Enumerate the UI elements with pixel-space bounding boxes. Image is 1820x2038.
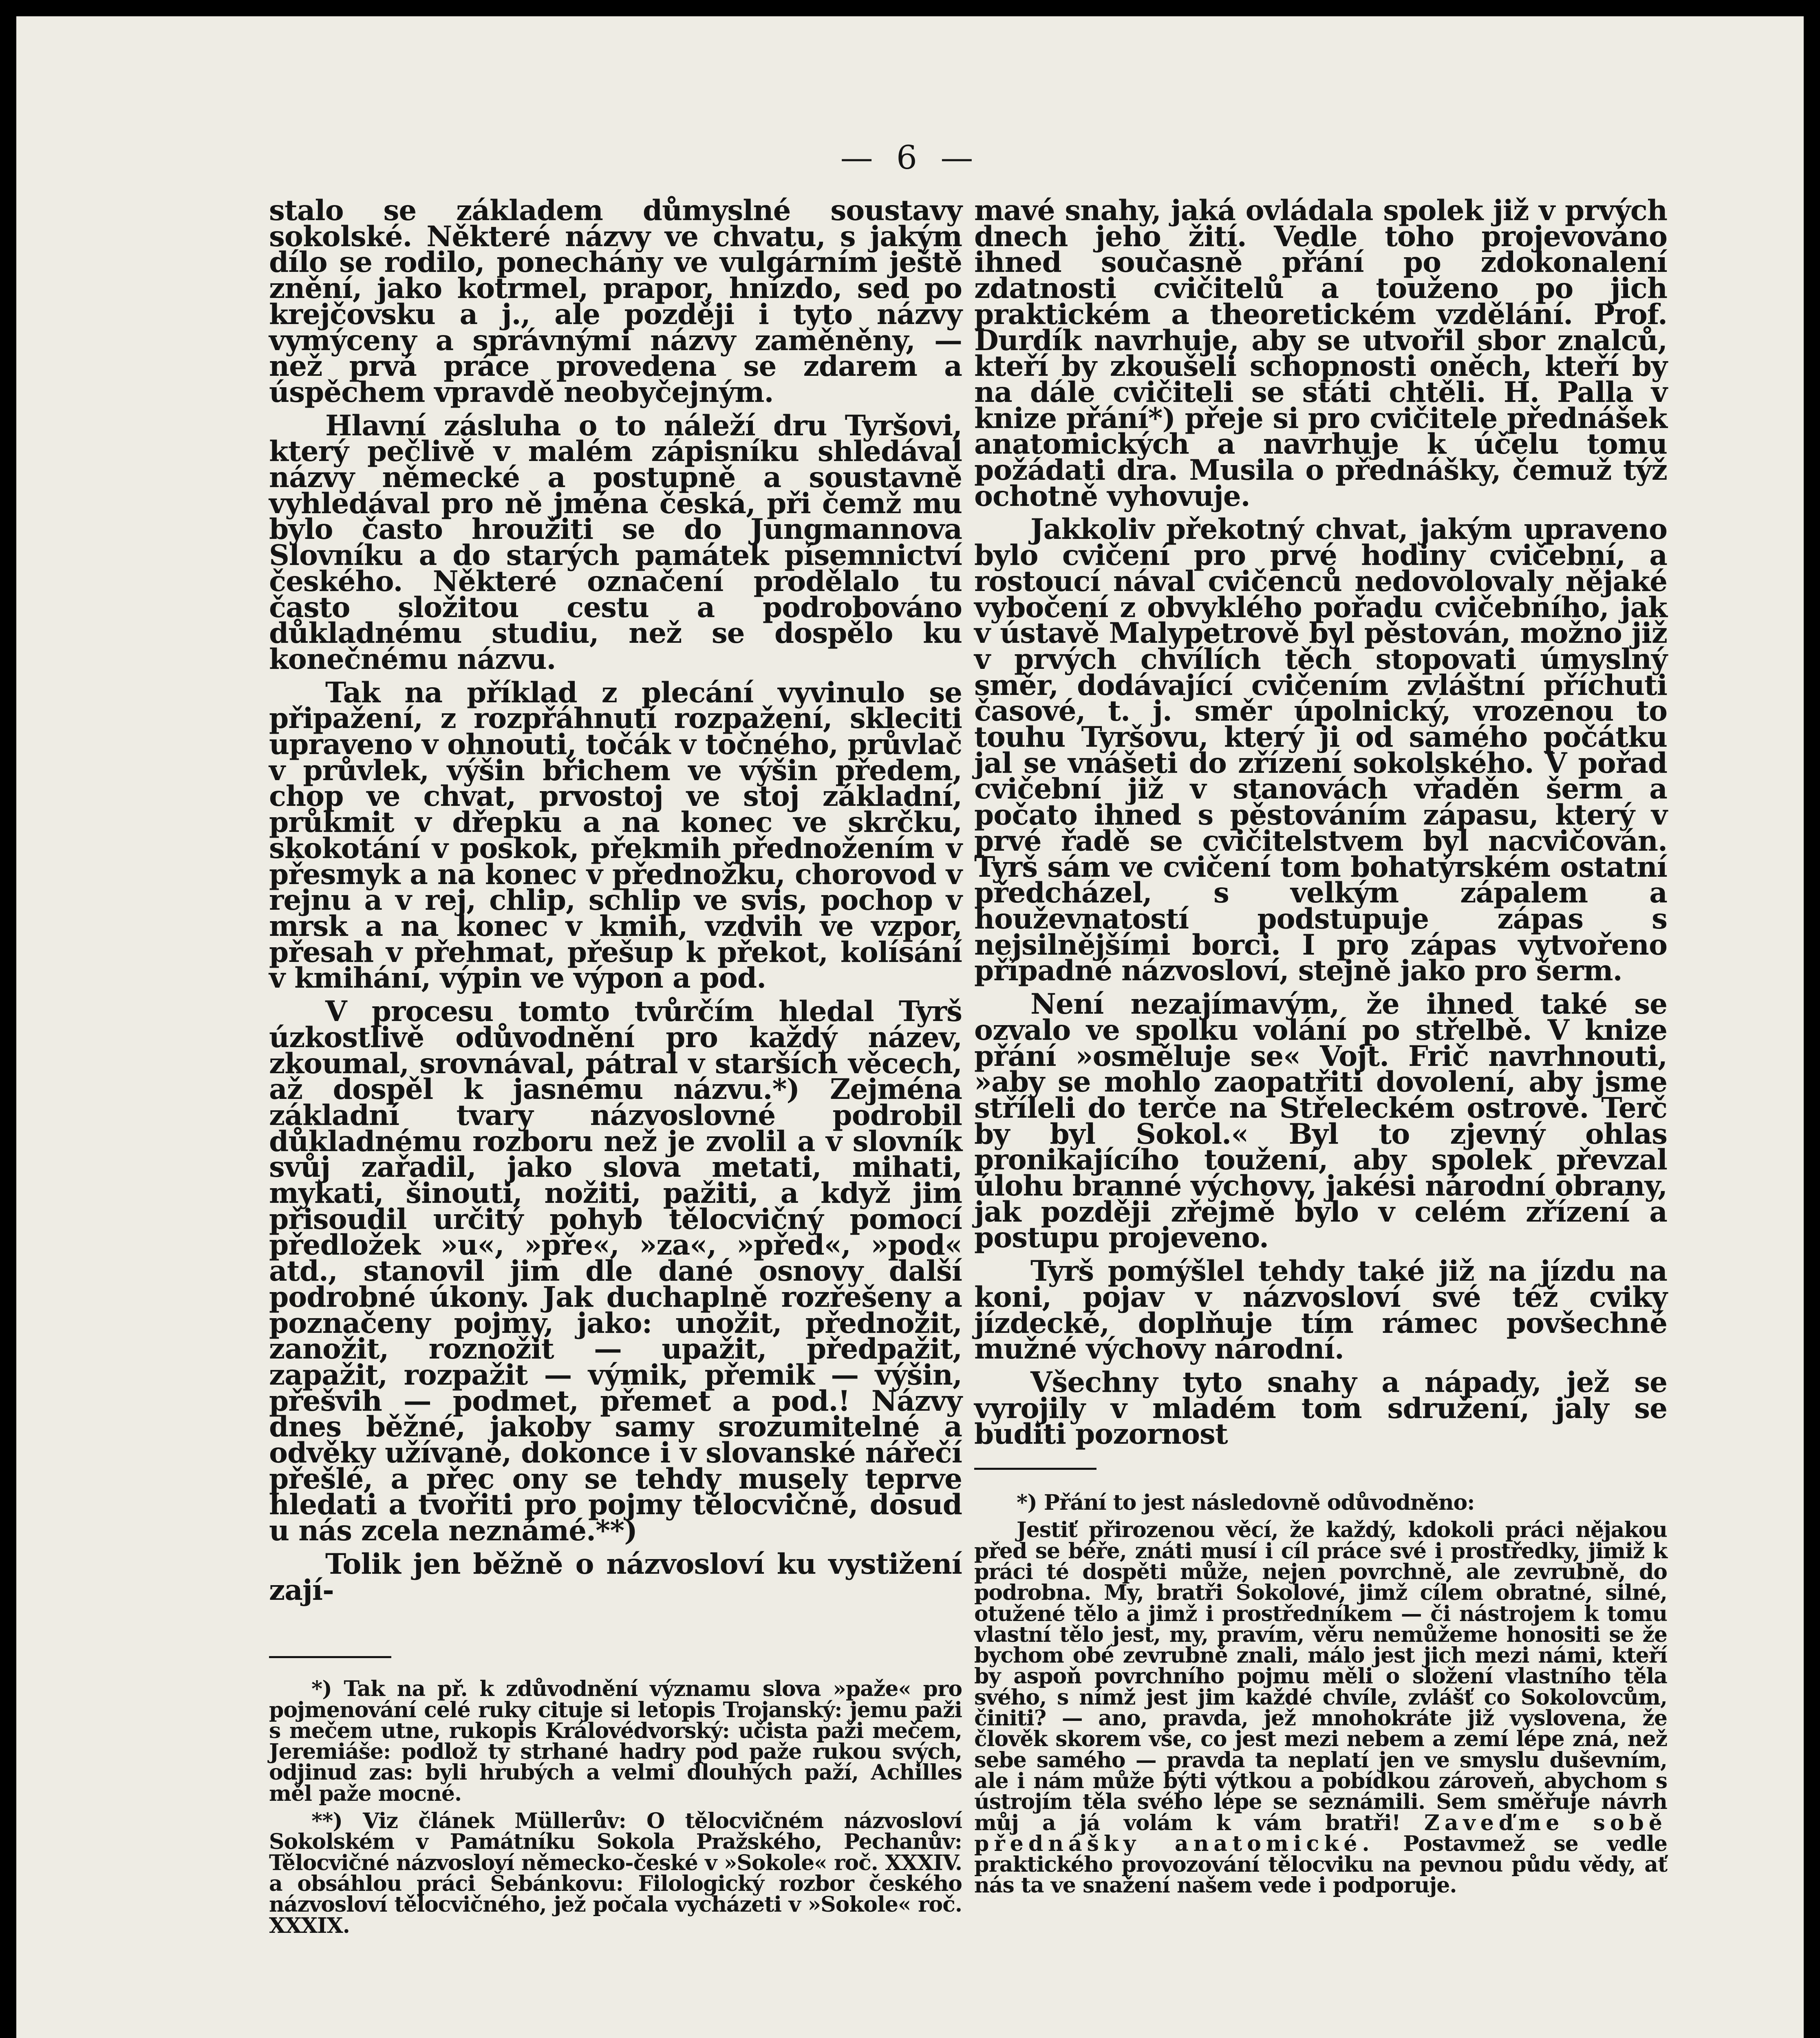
page-number: — 6 —	[840, 139, 980, 176]
paragraph: Všechny tyto snahy a nápady, jež se vyrojily v mladém tom sdružení, jaly se buditi pozornost	[974, 1365, 1667, 1451]
paragraph: Tolik jen běžně o názvosloví ku vystižení zají-	[269, 1547, 962, 1607]
paragraph: stalo se základem důmyslné soustavy sokolské. Některé názvy ve chvatu, s jakým dílo se rodilo, ponechány ve vulgárním ještě znění, jako kotrmel, prapor, hnízdo, sed po krejčovsku a j., ale později i tyto názvy vymýceny a správnými názvy zaměněny, — než prvá práce provedena se zdarem a úspěchem vpravdě neobyčejným.	[269, 194, 962, 409]
footnote-text: Postavmež se vedle praktického provozování tělocviku na pevnou půdu vědy, ať nás ta ve snažení našem vede i podporuje.	[974, 1831, 1668, 1898]
right-body-text	[974, 194, 1667, 1451]
paragraph: Není nezajímavým, že ihned také se ozvalo ve spolku volání po střelbě. V knize přání »osměluje se« Vojt. Frič navrhnouti, »aby se mohlo zaopatřiti dovolení, aby jsme stříleli do terče na Střeleckém ostrově. Terč by byl Sokol.« Byl to zjevný ohlas pronikajícího toužení, aby spolek převzal úlohu branné výchovy, jakési národní obrany, jak později zřejmě bylo v celém zřízení a postupu projeveno.	[974, 988, 1667, 1255]
footnote-body	[974, 1517, 1668, 1898]
paragraph: Jakkoliv překotný chvat, jakým upraveno bylo cvičení pro prvé hodiny cvičební, a rostoucí nával cvičenců nedovolovaly nějaké vybočení z obvyklého pořadu cvičebního, jak v ústavě Malypetrově byl pěstován, možno již v prvých chvílích těch stopovati úmyslný směr, dodávající cvičením zvláštní příchuti časové, t. j. směr úpolnický, vrozenou to touhu Tyršovu, který ji od samého počátku jal se vnášeti do zřízení sokolského. V pořad cvičební již v stanovách vřaděn šerm a počato ihned s pěstováním zápasu, který v prvé řadě se cvičitelstvem byl nacvičován. Tyrš sám ve cvičení tom bohatýrském ostatní předcházel, s velkým zápalem a houževnatostí podstupuje zápas s nejsilnějšími borci. I pro zápas vytvořeno případné názvosloví, stejně jako pro šerm.	[974, 513, 1667, 988]
footnote: *) Tak na př. k zdůvodnění významu slova »paže« pro pojmenování celé ruky cituje si letopis Trojanský: jemu paži s mečem utne, rukopis Královédvorský: učista paži mečem, Jeremiáše: podlož ty strhané hadry pod paže rukou svých, odjinud zas: byli hrubých a velmi dlouhých paží, Achilles měl paže mocné.	[269, 1676, 962, 1806]
right-column	[974, 194, 1668, 1898]
left-footnotes	[269, 1678, 962, 1936]
footnote: **) Viz článek Müllerův: O tělocvičném názvosloví Sokolském v Památníku Sokola Pražského, Pechanův: Tělocvičné názvosloví německo-české v »Sokole« roč. XXXIV. a obsáhlou práci Šebánkovu: Filologický rozbor českého názvosloví tělocvičného, jež počala vycházeti v »Sokole« roč. XXXIX.	[269, 1809, 962, 1938]
paragraph: Hlavní zásluha o to náleží dru Tyršovi, který pečlivě v malém zápisníku shledával názvy německé a postupně a soustavně vyhledával pro ně jména česká, při čemž mu bylo často hroužiti se do Jungmannova Slovníku a do starých památek písemnictví českého. Některé označení prodělalo tu často složitou cestu a podrobováno důkladnému studiu, než se dospělo ku konečnému názvu.	[269, 409, 962, 676]
left-body-text	[269, 194, 962, 1607]
paragraph: V procesu tomto tvůrčím hledal Tyrš úzkostlivě odůvodnění pro každý název, zkoumal, srovnával, pátral v starších věcech, až dospěl k jasnému názvu.*) Zejména základní tvary názvoslovné podrobil důkladnému rozboru než je zvolil a v slovník svůj zařadil, jako slova metati, mihati, mykati, šinouti, nožiti, pažiti, a když jim přisoudil určitý pohyb tělocvičný pomocí předložek »u«, »pře«, »za«, »před«, »pod« atd., stanovil jim dle dané osnovy další podrobné úkony. Jak duchaplně rozřešeny a poznačeny pojmy, jako: unožit, přednožit, zanožit, roznožit — upažit, předpažit, zapažit, rozpažit — výmik, přemik — výšin, přešvih — podmet, přemet a pod.! Názvy dnes běžné, jakoby samy srozumitelné a odvěky užívané, dokonce i v slovanské nářečí přešlé, a přec ony se tehdy musely teprve hledati a tvořiti pro pojmy tělocvičné, dosud u nás zcela neznámé.**)	[269, 995, 962, 1548]
footnote-emphasis: Zaveďme sobě přednášky anatomické.	[974, 1810, 1667, 1856]
page-sheet	[16, 16, 1804, 2038]
left-column	[269, 194, 962, 1938]
footnote-text: Jestiť přirozenou věcí, že každý, kdokoli práci nějakou před se béře, znáti musí i cíl práce své i prostředky, jimiž k práci té dospěti může, nejen povrchně, ale zevrubně, do podrobna. My, bratři Sokolové, jimž cílem obratné, silné, otužené tělo a jimž i prostředníkem — či nástrojem k tomu vlastní tělo jest, my, pravím, věru nemůžeme honositi se že bychom obé zevrubně znali, málo jest jich mezi námi, kteří by aspoň povrchního pojmu měli o složení vlastního těla svého, s nímž jest jim každé chvíle, zvlášť co Sokolovcům, činiti? — ano, pravda, jež mnohokráte již vyslovena, že člověk skorem vše, co jest mezi nebem a zemí lépe zná, než sebe samého — pravda ta neplatí jen ve smyslu duševním, ale i nám může býti výtkou a pobídkou zároveň, abychom s ústrojím těla svého lépe se seznámili. Sem směřuje návrh můj a já volám k vám bratři!	[974, 1517, 1667, 1835]
footnote-lead: *) Přání to jest následovně odůvodněno:	[1017, 1490, 1475, 1515]
paragraph: Tak na příklad z plecání vyvinulo se připažení, z rozpřáhnutí rozpažení, skleciti upraveno v ohnouti, točák v točného, průvlač v průvlek, výšin břichem ve výšin předem, chop ve chvat, prvostoj ve stoj základní, průkmit v dřepku a na konec ve skrčku, skokotání v poskok, překmih přednožením v přesmyk a na konec v přednožku, chorovod v rejnu a v rej, chlip, schlip ve svis, pochop v mrsk a na konec v kmih, vzdvih ve vzpor, přesah v přehmat, přešup k překot, kolísání v kmihání, výpin ve výpon a pod.	[269, 676, 962, 995]
paragraph: Tyrš pomýšlel tehdy také již na jízdu na koni, pojav v názvosloví své též cviky jízdecké, doplňuje tím rámec povšechné mužné výchovy národní.	[974, 1255, 1667, 1366]
footnote-divider	[974, 1468, 1096, 1470]
footnote-divider	[269, 1656, 391, 1658]
paragraph: mavé snahy, jaká ovládala spolek již v prvých dnech jeho žití. Vedle toho projevováno ihned současně přání po zdokonalení zdatnosti cvičitelů a touženo po jich praktickém a theoretickém vzdělání. Prof. Durdík navrhuje, aby se utvořil sbor znalců, kteří by zkoušeli schopnosti oněch, kteří by na dále cvičiteli se státi chtěli. H. Palla v knize přání*) přeje si pro cvičitele přednášek anatomických a navrhuje k účelu tomu požádati dra. Musila o přednášky, čemuž týž ochotně vyhovuje.	[974, 194, 1667, 513]
right-footnote	[974, 1492, 1667, 1896]
